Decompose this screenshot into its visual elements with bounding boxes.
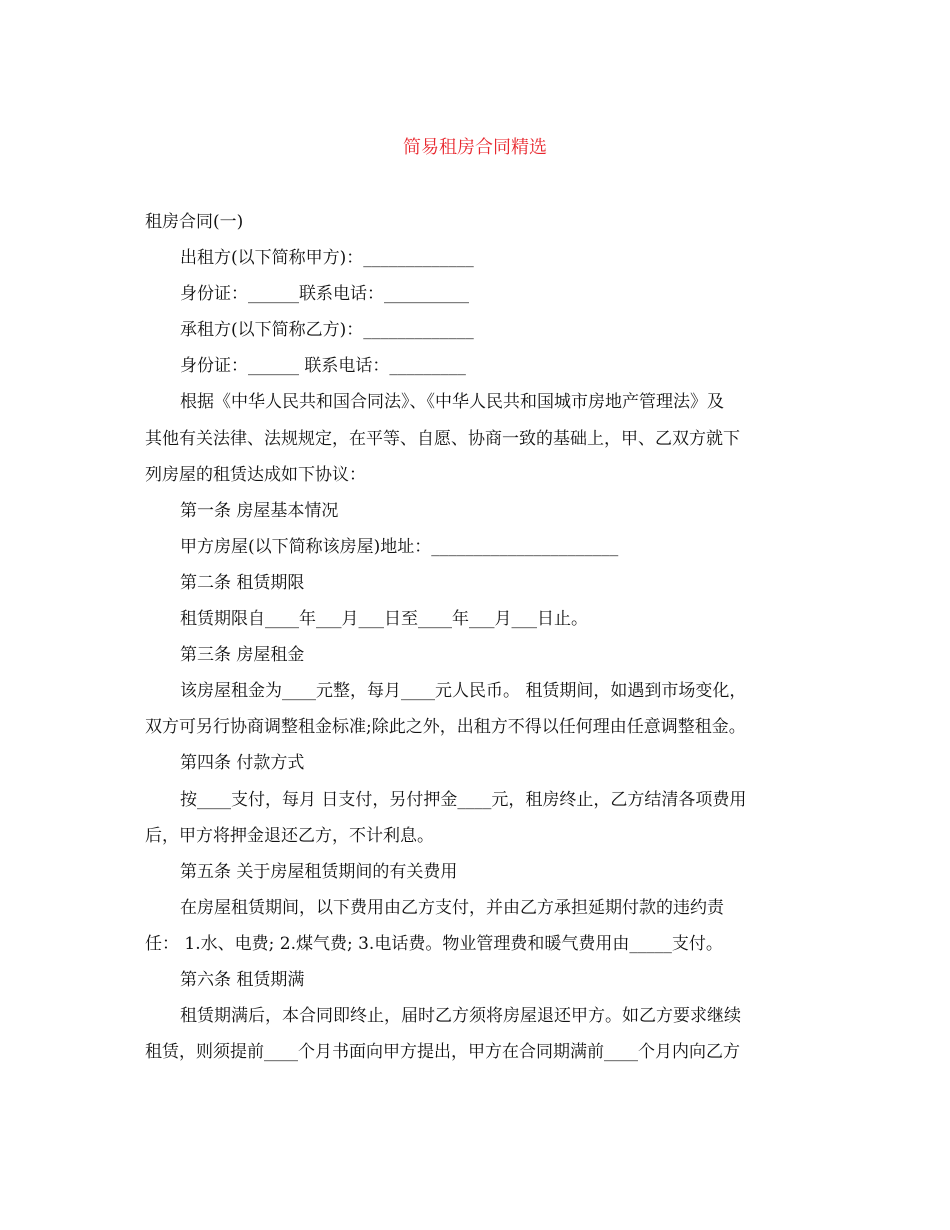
document-line: 列房屋的租赁达成如下协议： [145,464,366,485]
document-line: 租赁期满后，本合同即终止，届时乙方须将房屋退还甲方。如乙方要求继续 [180,1006,741,1027]
document-line: 在房屋租赁期间，以下费用由乙方支付，并由乙方承担延期付款的违约责 [180,897,724,918]
document-line: 身份证：______ 联系电话：_________ [180,356,466,377]
document-line: 第五条 关于房屋租赁期间的有关费用 [180,861,458,882]
document-line: 按____支付，每月 日支付，另付押金____元，租房终止，乙方结清各项费用 [180,789,747,810]
document-line: 租房合同(一) [145,212,244,232]
document-line: 后，甲方将押金退还乙方，不计利息。 [145,825,434,846]
document-title: 简易租房合同精选 [403,137,547,158]
document-body [145,204,805,1070]
document-line: 租赁期限自____年___月___日至____年___月___日止。 [180,609,588,630]
document-line: 出租方(以下简称甲方)：_____________ [180,248,474,269]
document-line: 租赁，则须提前____个月书面向甲方提出，甲方在合同期满前____个月内向乙方 [145,1042,740,1063]
document-line: 身份证：______联系电话：__________ [180,284,469,305]
document-line: 甲方房屋(以下简称该房屋)地址：______________________ [180,536,619,557]
document-line: 任： 1.水、电费; 2.煤气费; 3.电话费。物业管理费和暖气费用由_____支付。 [145,933,723,954]
document-line: 第一条 房屋基本情况 [180,500,339,521]
document-line: 第六条 租赁期满 [180,969,305,990]
document-line: 该房屋租金为____元整，每月____元人民币。 租赁期间，如遇到市场变化， [180,681,747,702]
document-line: 双方可另行协商调整租金标准;除此之外，出租方不得以任何理由任意调整租金。 [145,717,746,738]
document-line: 第四条 付款方式 [180,753,305,774]
document-line: 承租方(以下简称乙方)：_____________ [180,320,474,341]
document-line: 根据《中华人民共和国合同法》、《中华人民共和国城市房地产管理法》及 [180,392,724,413]
document-line: 其他有关法律、法规规定，在平等、自愿、协商一致的基础上，甲、乙双方就下 [145,428,740,449]
document-line: 第二条 租赁期限 [180,572,305,593]
document-line: 第三条 房屋租金 [180,645,305,666]
